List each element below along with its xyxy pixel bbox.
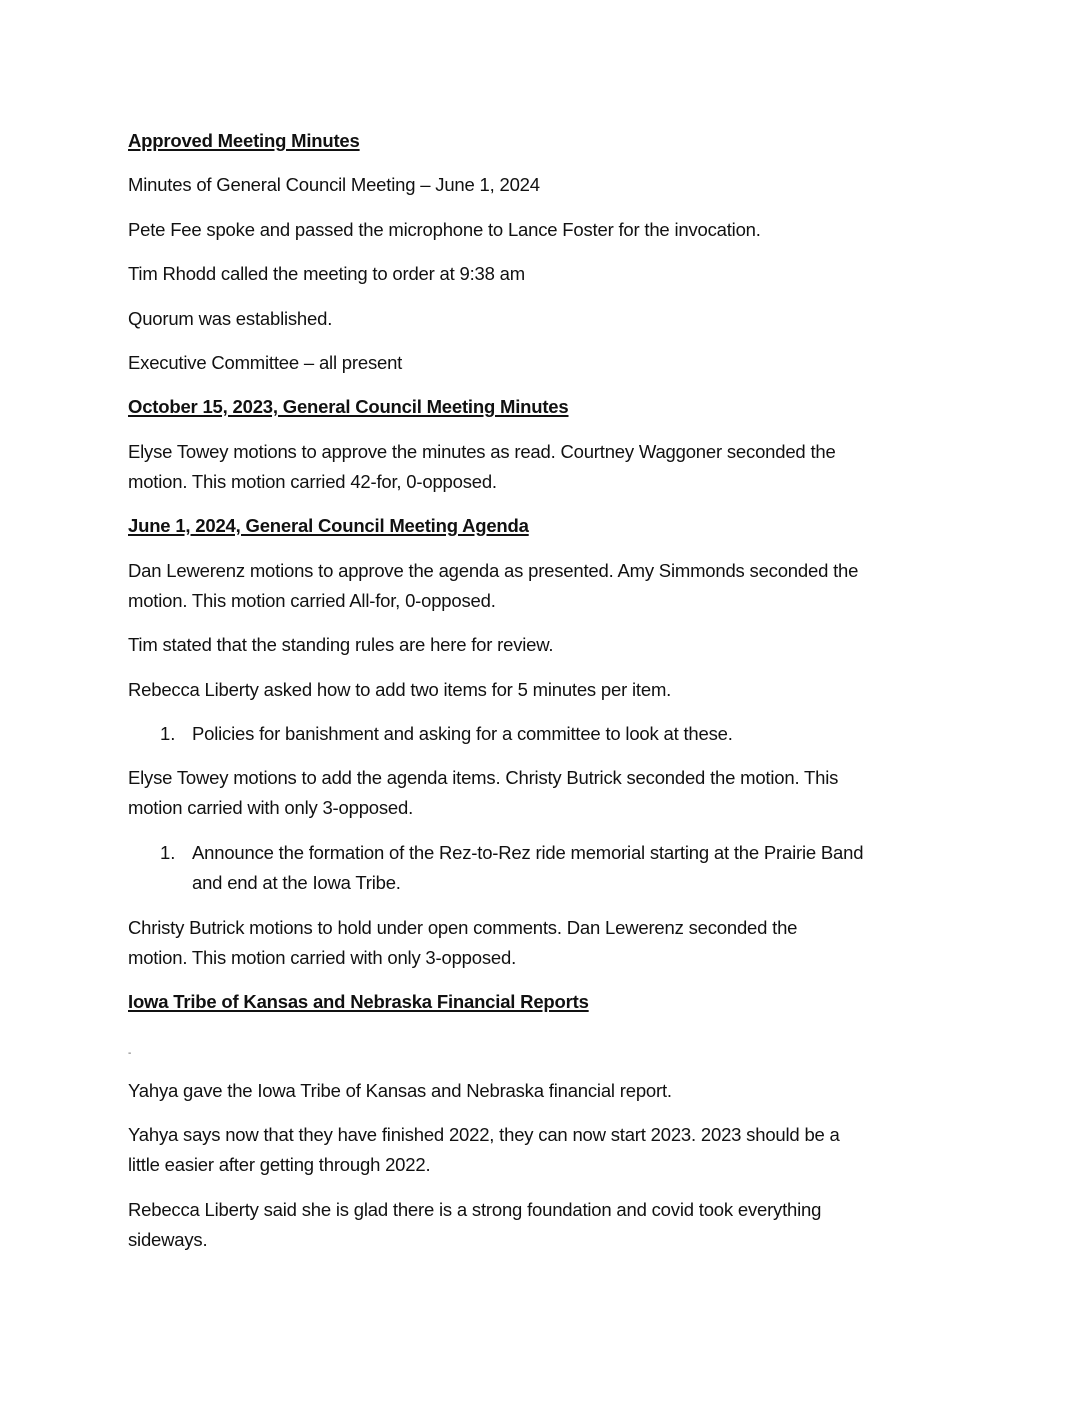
paragraph-line: Tim stated that the standing rules are here for review. bbox=[128, 634, 554, 655]
paragraph-line: Rebecca Liberty said she is glad there is a strong foundation and covid took everything bbox=[128, 1199, 822, 1220]
document-subtitle: Minutes of General Council Meeting – June 1, 2024 bbox=[128, 174, 540, 195]
list-item-text: Announce the formation of the Rez-to-Rez ride memorial starting at the Prairie Band bbox=[192, 842, 864, 863]
opening-line-executive-committee: Executive Committee – all present bbox=[128, 352, 403, 373]
list-item-text: Policies for banishment and asking for a committee to look at these. bbox=[192, 723, 733, 744]
stray-mark: - bbox=[128, 1048, 132, 1059]
list-item-number: 1. bbox=[160, 842, 176, 863]
list-item-text: and end at the Iowa Tribe. bbox=[192, 872, 401, 893]
section-heading-oct-2023-minutes: October 15, 2023, General Council Meeting Minutes bbox=[128, 396, 569, 417]
section-heading-june-2024-agenda: June 1, 2024, General Council Meeting Agenda bbox=[128, 515, 529, 536]
section-heading-financial-reports: Iowa Tribe of Kansas and Nebraska Financial Reports bbox=[128, 991, 589, 1012]
paragraph-line: sideways. bbox=[128, 1229, 208, 1250]
paragraph-line: Yahya says now that they have finished 2022, they can now start 2023. 2023 should be a bbox=[128, 1124, 840, 1145]
list-item-number: 1. bbox=[160, 723, 176, 744]
paragraph-line: motion. This motion carried with only 3-opposed. bbox=[128, 947, 517, 968]
paragraph-line: motion. This motion carried All-for, 0-opposed. bbox=[128, 590, 496, 611]
opening-line-call-to-order: Tim Rhodd called the meeting to order at 9:38 am bbox=[128, 263, 525, 284]
paragraph-line: Dan Lewerenz motions to approve the agenda as presented. Amy Simmonds seconded the bbox=[128, 560, 859, 581]
paragraph-line: motion carried with only 3-opposed. bbox=[128, 797, 414, 818]
paragraph-line: Yahya gave the Iowa Tribe of Kansas and Nebraska financial report. bbox=[128, 1080, 672, 1101]
opening-line-quorum: Quorum was established. bbox=[128, 308, 333, 329]
document-title: Approved Meeting Minutes bbox=[128, 130, 360, 151]
paragraph-line: Rebecca Liberty asked how to add two items for 5 minutes per item. bbox=[128, 679, 672, 700]
paragraph-line: little easier after getting through 2022. bbox=[128, 1154, 431, 1175]
paragraph-line: Elyse Towey motions to add the agenda items. Christy Butrick seconded the motion. This bbox=[128, 767, 839, 788]
paragraph-line: motion. This motion carried 42-for, 0-opposed. bbox=[128, 471, 497, 492]
paragraph-line: Christy Butrick motions to hold under open comments. Dan Lewerenz seconded the bbox=[128, 917, 798, 938]
paragraph-line: Elyse Towey motions to approve the minutes as read. Courtney Waggoner seconded the bbox=[128, 441, 836, 462]
opening-line-invocation: Pete Fee spoke and passed the microphone to Lance Foster for the invocation. bbox=[128, 219, 761, 240]
